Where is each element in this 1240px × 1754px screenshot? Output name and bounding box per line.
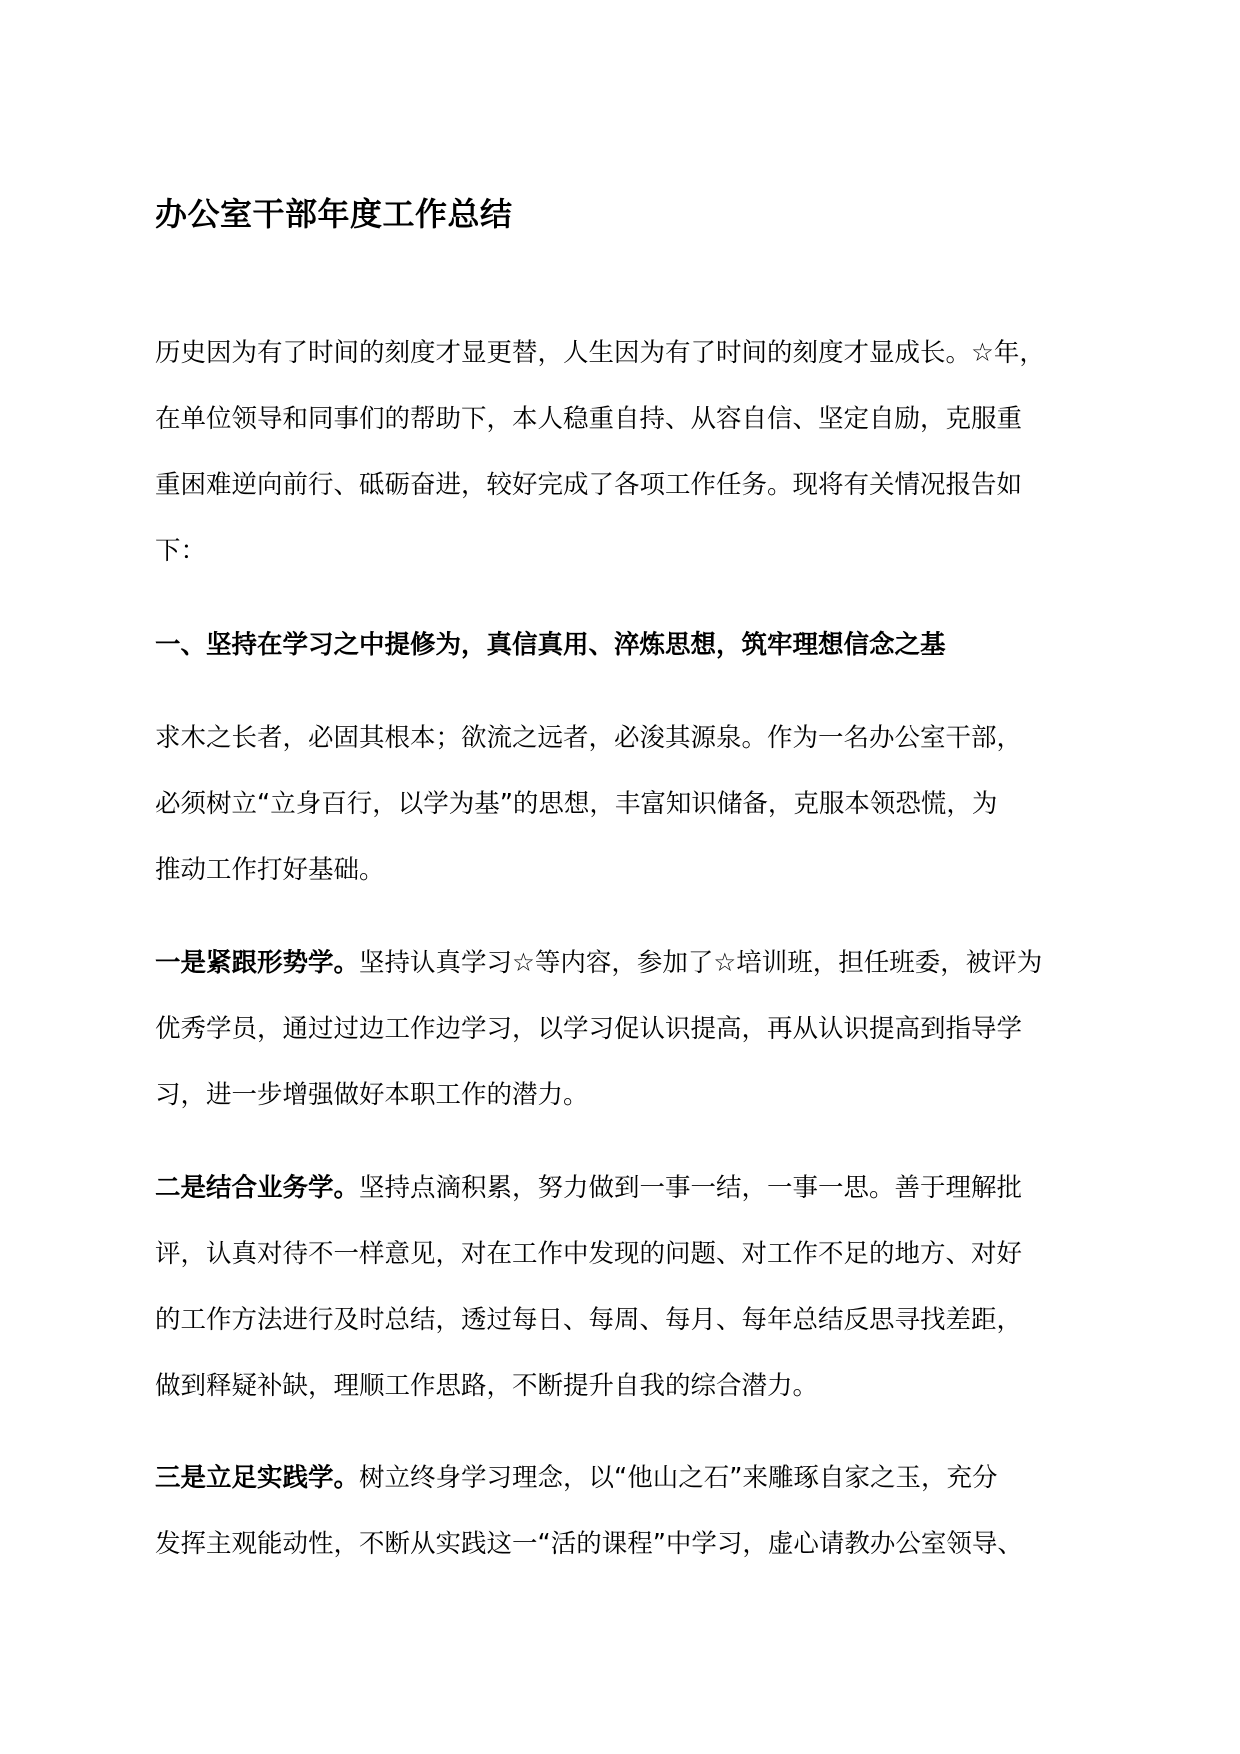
section-heading-text: 一、坚持在学习之中提修为，真信真用、淬炼思想，筑牢理想信念之基 bbox=[155, 630, 946, 660]
section-heading bbox=[155, 612, 1095, 678]
item-paragraph-1 bbox=[155, 930, 1095, 1128]
item-first-rest: 坚持点滴积累，努力做到一事一结，一事一思。善于理解批 bbox=[359, 1173, 1023, 1203]
item-line: 做到释疑补缺，理顺工作思路，不断提升自我的综合潜力。 bbox=[155, 1371, 819, 1401]
item-line: 优秀学员，通过过边工作边学习，以学习促认识提高，再从认识提高到指导学 bbox=[155, 1014, 1023, 1044]
paragraph-line: 推动工作打好基础。 bbox=[155, 855, 385, 885]
item-paragraph-3 bbox=[155, 1445, 1095, 1577]
paragraph-line: 必须树立“立身百行，以学为基”的思想，丰富知识储备，克服本领恐慌，为 bbox=[155, 789, 998, 819]
intro-line: 下： bbox=[155, 536, 207, 566]
item-first-rest: 坚持认真学习☆等内容，参加了☆培训班，担任班委，被评为 bbox=[359, 948, 1043, 978]
intro-line: 历史因为有了时间的刻度才显更替，人生因为有了时间的刻度才显成长。☆年， bbox=[155, 338, 1045, 368]
item-line: 的工作方法进行及时总结，透过每日、每周、每月、每年总结反思寻找差距， bbox=[155, 1305, 1023, 1335]
item-first-rest: 树立终身学习理念，以“他山之石”来雕琢自家之玉，充分 bbox=[359, 1463, 998, 1493]
item-lead: 三是立足实践学。 bbox=[155, 1463, 360, 1493]
item-lead: 一是紧跟形势学。 bbox=[155, 948, 360, 978]
intro-paragraph bbox=[155, 320, 1095, 584]
item-first-line bbox=[155, 930, 1095, 996]
item-line: 发挥主观能动性，不断从实践这一“活的课程”中学习，虚心请教办公室领导、 bbox=[155, 1529, 1023, 1559]
item-first-line bbox=[155, 1445, 1095, 1511]
paragraph-line: 求木之长者，必固其根本；欲流之远者，必浚其源泉。作为一名办公室干部， bbox=[155, 723, 1023, 753]
document-title: 办公室干部年度工作总结 bbox=[155, 195, 513, 233]
item-line: 习，进一步增强做好本职工作的潜力。 bbox=[155, 1080, 589, 1110]
item-lead: 二是结合业务学。 bbox=[155, 1173, 360, 1203]
intro-line: 在单位领导和同事们的帮助下，本人稳重自持、从容自信、坚定自励，克服重 bbox=[155, 404, 1023, 434]
item-line: 评，认真对待不一样意见，对在工作中发现的问题、对工作不足的地方、对好 bbox=[155, 1239, 1023, 1269]
intro-line: 重困难逆向前行、砥砺奋进，较好完成了各项工作任务。现将有关情况报告如 bbox=[155, 470, 1023, 500]
section-paragraph bbox=[155, 705, 1095, 903]
item-paragraph-2 bbox=[155, 1155, 1095, 1419]
item-first-line bbox=[155, 1155, 1095, 1221]
